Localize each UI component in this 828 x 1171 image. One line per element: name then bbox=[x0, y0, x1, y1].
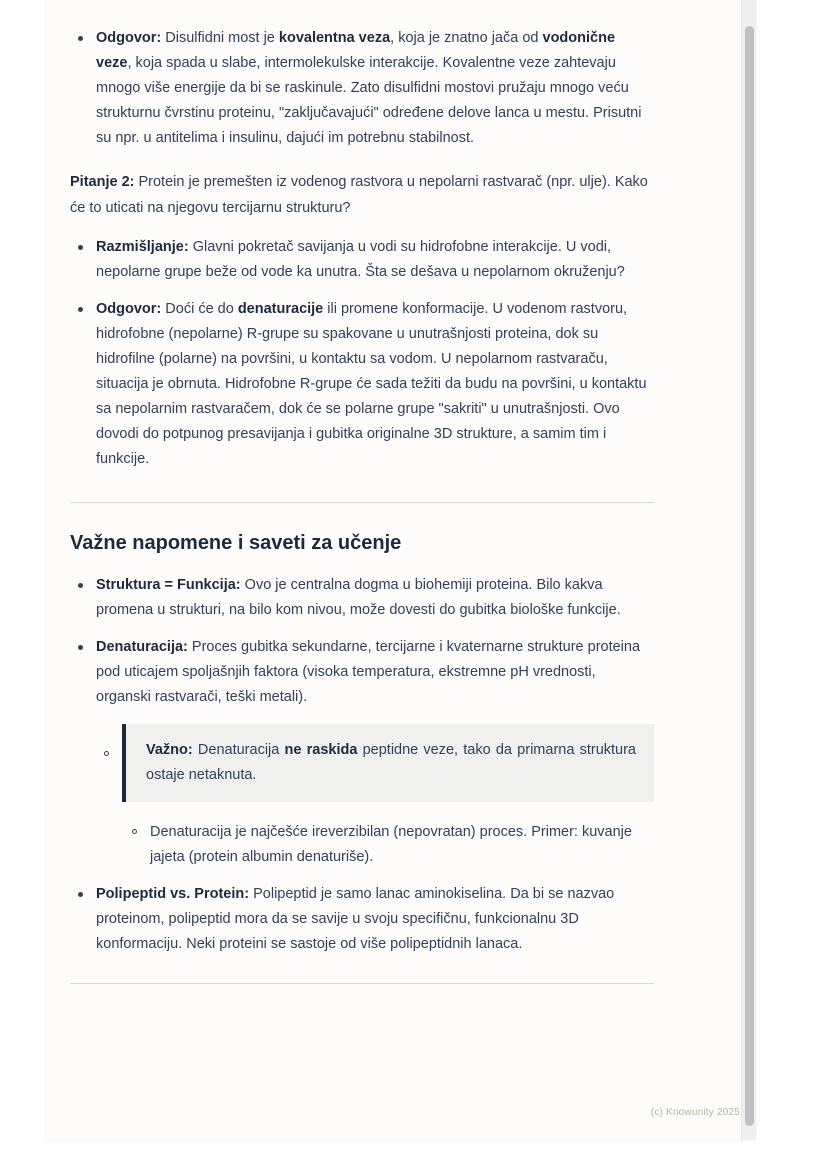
scrollbar-track[interactable] bbox=[741, 0, 756, 1140]
callout-text-2: peptidne veze, tako da primarna struktura ostaje netaknuta. bbox=[146, 742, 636, 783]
list-item bbox=[124, 820, 654, 870]
answer-text-2: , koja je znatno jača od bbox=[390, 30, 543, 46]
note-3-text: Denaturacija je najčešće ireverzibilan (nepovratan) proces. Primer: kuvanje jajeta (protein albumin denaturiše). bbox=[150, 824, 632, 865]
callout-label: Važno: bbox=[146, 742, 193, 758]
copyright-credit: (c) Knowunity 2025 bbox=[650, 1107, 740, 1118]
answer-text-1: Disulfidni most je bbox=[161, 30, 279, 46]
footer-divider bbox=[70, 983, 654, 984]
notes-sublist bbox=[96, 820, 654, 870]
note-1-text: Ovo je centralna dogma u biohemiji proteina. Bilo kakva promena u strukturi, na bilo kom nivou, može dovesti do gubitka biološke funkcije. bbox=[96, 577, 621, 618]
document-content bbox=[70, 26, 654, 984]
note-4-text: Polipeptid je samo lanac aminokiselina. Da bi se nazvao proteinom, polipeptid mora da se savije u svoju specifičnu, funkcionalnu 3D konformaciju. Neki proteini se sastoje od više polipeptidnih lanaca. bbox=[96, 886, 615, 952]
note-4-label: Polipeptid vs. Protein: bbox=[96, 886, 250, 902]
section-divider bbox=[70, 502, 654, 503]
document-page bbox=[46, 0, 756, 1140]
list-item bbox=[70, 26, 654, 151]
answer-list-1 bbox=[70, 26, 654, 151]
list-item bbox=[70, 297, 654, 472]
question-2-text: Protein je premešten iz vodenog rastvora u nepolarni rastvarač (npr. ulje). Kako će to uticati na njegovu tercijarnu strukturu? bbox=[70, 174, 648, 216]
note-1-label: Struktura = Funkcija: bbox=[96, 577, 241, 593]
list-item bbox=[70, 882, 654, 957]
note-2-label: Denaturacija: bbox=[96, 639, 188, 655]
note-2-text: Proces gubitka sekundarne, tercijarne i kvaternarne strukture proteina pod uticajem spoljašnjih faktora (visoka temperatura, ekstremne pH vrednosti, organski rastvarači, teški metali). bbox=[96, 639, 641, 705]
question-2-label: Pitanje 2: bbox=[70, 174, 135, 190]
answer-2-bold-1: denaturacije bbox=[237, 301, 324, 317]
important-callout bbox=[122, 724, 654, 802]
list-item bbox=[70, 235, 654, 285]
answer-2-text-2: ili promene konformacije. U vodenom rastvoru, hidrofobne (nepolarne) R-grupe su spakovane u unutrašnjosti proteina, dok su hidrofilne (polarne) na površini, u kontaktu sa vodom. U nepolarnom rastvaraču, situacija je obrnuta. Hidrofobne R-grupe će sada težiti da budu na površini, u kontaktu sa nepolarnim rastvaračem, dok će se polarne grupe "sakriti" u unutrašnjosti. Ovo dovodi do potpunog presavijanja i gubitka originalne 3D strukture, a samim tim i funkcije. bbox=[96, 301, 647, 467]
callout-text-1: Denaturacija bbox=[192, 742, 285, 758]
answer-list-2 bbox=[70, 235, 654, 472]
answer-label: Odgovor: bbox=[96, 30, 162, 46]
callout-row bbox=[96, 724, 654, 802]
answer-bold-2: vodonične veze bbox=[96, 30, 616, 71]
callout-bold-1: ne raskida bbox=[284, 742, 358, 758]
scrollbar-thumb[interactable] bbox=[745, 26, 754, 1126]
answer-text-3: , koja spada u slabe, intermolekulske interakcije. Kovalentne veze zahtevaju mnogo više energije da bi se raskinule. Zato disulfidni mostovi pružaju mnogo veću strukturnu čvrstinu proteinu, "zaključavajući" određene delove lanca u mestu. Prisutni su npr. u antitelima i insulinu, dajući im potrebnu stabilnost. bbox=[96, 55, 642, 146]
answer-2-text-1: Doći će do bbox=[161, 301, 238, 317]
section-heading: Važne napomene i saveti za učenje bbox=[70, 532, 402, 554]
reasoning-label: Razmišljanje: bbox=[96, 239, 189, 255]
list-item bbox=[70, 635, 654, 870]
list-item bbox=[70, 573, 654, 623]
question-2-paragraph bbox=[70, 169, 654, 221]
answer-2-label: Odgovor: bbox=[96, 301, 162, 317]
notes-list bbox=[70, 573, 654, 957]
reasoning-text: Glavni pokretač savijanja u vodi su hidrofobne interakcije. U vodi, nepolarne grupe beže od vode ka unutra. Šta se dešava u nepolarnom okruženju? bbox=[96, 239, 625, 280]
answer-bold-1: kovalentna veza bbox=[278, 30, 391, 46]
